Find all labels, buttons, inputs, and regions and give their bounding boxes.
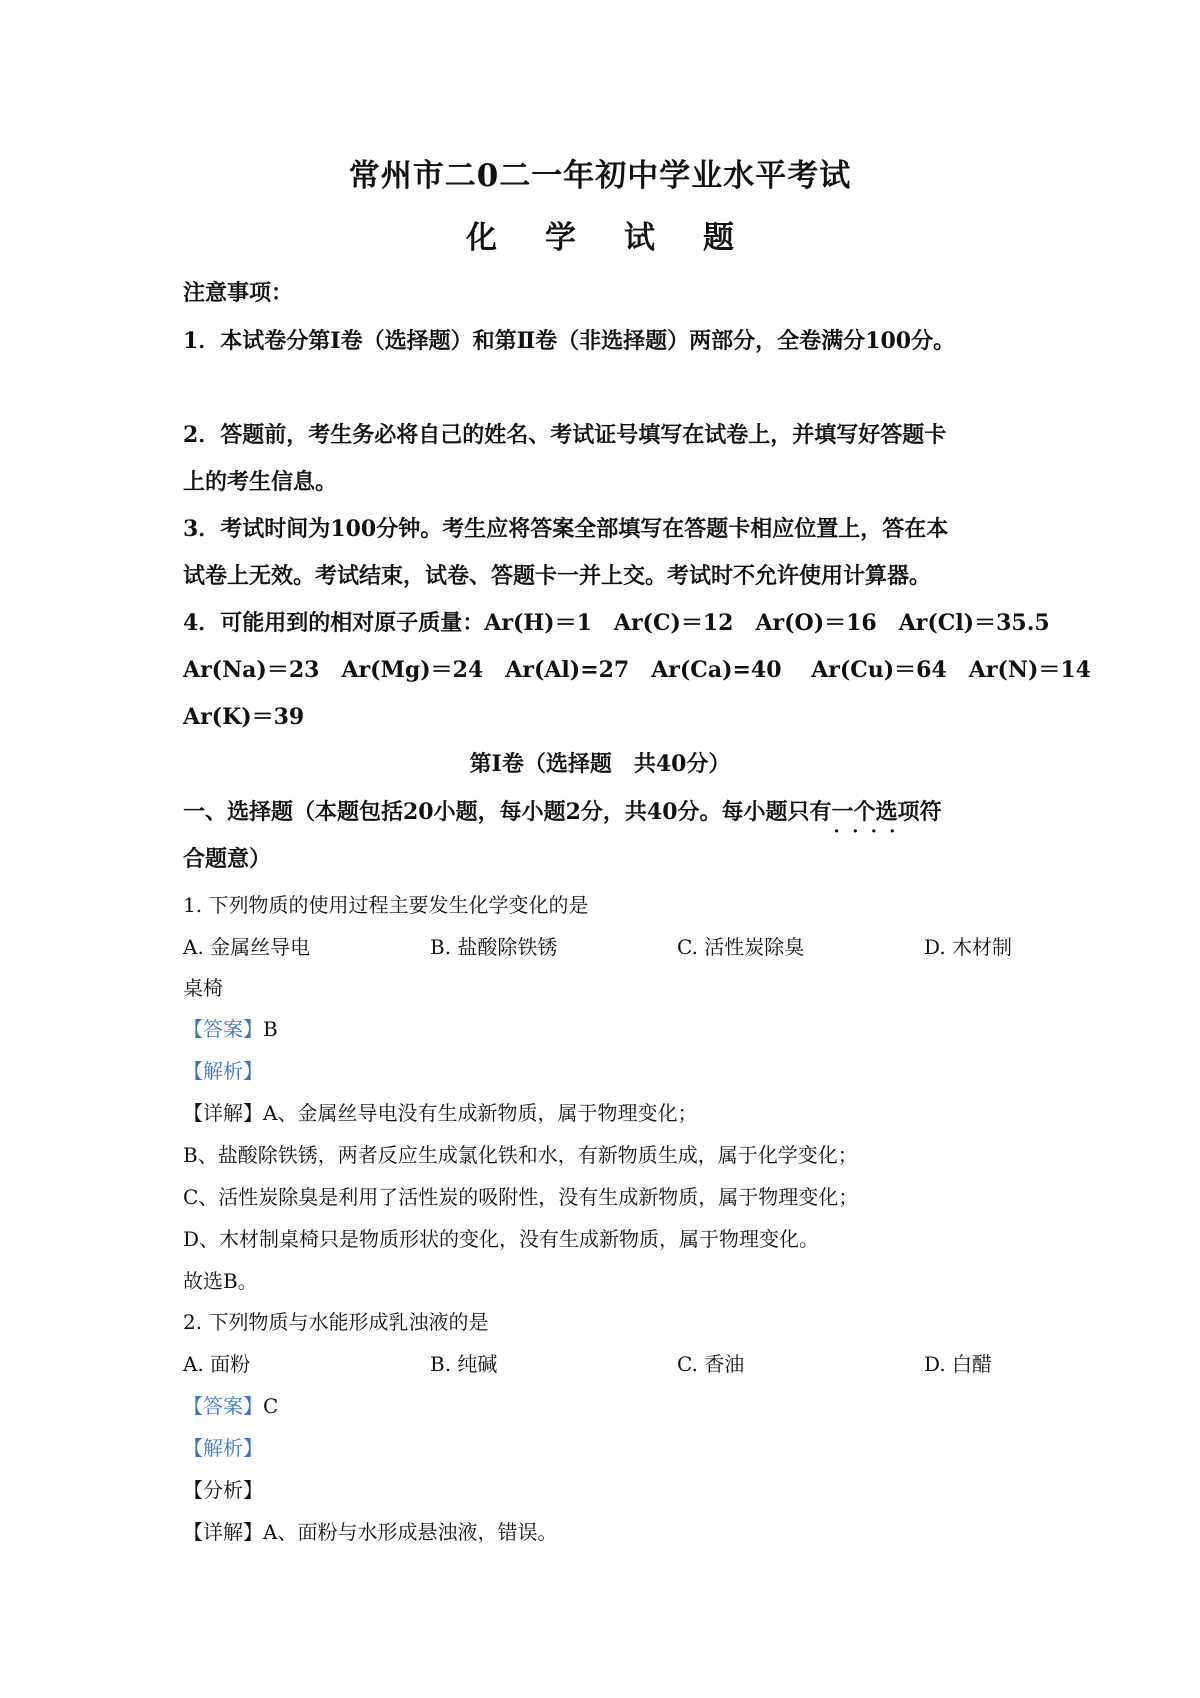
detail-line: C、活性炭除臭是利用了活性炭的吸附性，没有生成新物质，属于物理变化； (183, 1185, 859, 1209)
subtitle-char: 试 (624, 220, 655, 256)
option-a: A. 金属丝导电 (183, 935, 311, 959)
notice-item: 上的考生信息。 (183, 469, 338, 495)
detail-line: D、木材制桌椅只是物质形状的变化，没有生成新物质，属于物理变化。 (183, 1227, 820, 1251)
section-instruction (183, 795, 942, 826)
detail-line: 【详解】A、面粉与水形成悬浊液，错误。 (183, 1520, 558, 1544)
answer-line (183, 1390, 278, 1419)
question-stem: 2. 下列物质与水能形成乳浊液的是 (183, 1310, 489, 1334)
instruction-text: 一、选择题（本题包括20小题，每小题2分，共40分。每小题只有 (183, 799, 832, 825)
notice-item: 4．可能用到的相对原子质量：Ar(H)＝1 Ar(C)＝12 Ar(O)＝16 Ar(Cl)＝35.5 (183, 610, 1050, 636)
section-title: 第Ⅰ卷（选择题 共40分） (469, 751, 731, 777)
exam-title: 常州市二0二一年初中学业水平考试 (348, 158, 852, 194)
option-a: A. 面粉 (183, 1352, 251, 1376)
detail-line: 故选B。 (183, 1269, 258, 1293)
option-d: D. 木材制 (924, 935, 1013, 959)
notice-item: 2．答题前，考生务必将自己的姓名、考试证号填写在试卷上，并填写好答题卡 (183, 422, 947, 448)
option-b: B. 盐酸除铁锈 (430, 935, 558, 959)
notice-item: 试卷上无效。考试结束，试卷、答题卡一并上交。考试时不允许使用计算器。 (183, 563, 932, 589)
notice-heading: 注意事项： (183, 280, 294, 306)
exam-subtitle (0, 212, 1200, 257)
answer-label: 【答案】 (183, 1394, 263, 1418)
subtitle-char: 题 (703, 220, 734, 256)
option-b: B. 纯碱 (430, 1352, 498, 1376)
notice-item: 1．本试卷分第Ⅰ卷（选择题）和第Ⅱ卷（非选择题）两部分，全卷满分100分。 (183, 328, 956, 354)
question-stem: 1. 下列物质的使用过程主要发生化学变化的是 (183, 893, 589, 917)
option-c: C. 活性炭除臭 (677, 935, 805, 959)
answer-line (183, 1013, 278, 1042)
option-wrap: 桌椅 (183, 976, 223, 1000)
answer-value: C (263, 1394, 279, 1418)
analysis-label: 【解析】 (183, 1059, 263, 1083)
notice-item: Ar(Na)＝23 Ar(Mg)＝24 Ar(Al)=27 Ar(Ca)=40 Ar(Cu)＝64 Ar(N)＝14 (183, 657, 1091, 683)
answer-label: 【答案】 (183, 1017, 263, 1041)
detail-line: B、盐酸除铁锈，两者反应生成氯化铁和水，有新物质生成，属于化学变化； (183, 1143, 858, 1167)
analysis-label: 【解析】 (183, 1436, 263, 1460)
detail-line: 【详解】A、金属丝导电没有生成新物质，属于物理变化； (183, 1101, 698, 1125)
fenxi-label: 【分析】 (183, 1478, 263, 1502)
answer-value: B (263, 1017, 278, 1041)
option-d: D. 白醋 (924, 1352, 993, 1376)
option-c: C. 香油 (677, 1352, 745, 1376)
subtitle-char: 化 (466, 220, 497, 256)
instruction-text: 符 (919, 799, 942, 825)
section-instruction-cont: 合题意） (183, 846, 272, 872)
subtitle-char: 学 (545, 220, 576, 256)
emphasis-text: 一个选项 · · · · (832, 799, 920, 825)
notice-item: Ar(K)＝39 (183, 704, 305, 730)
notice-item: 3．考试时间为100分钟。考生应将答案全部填写在答题卡相应位置上，答在本 (183, 516, 949, 542)
